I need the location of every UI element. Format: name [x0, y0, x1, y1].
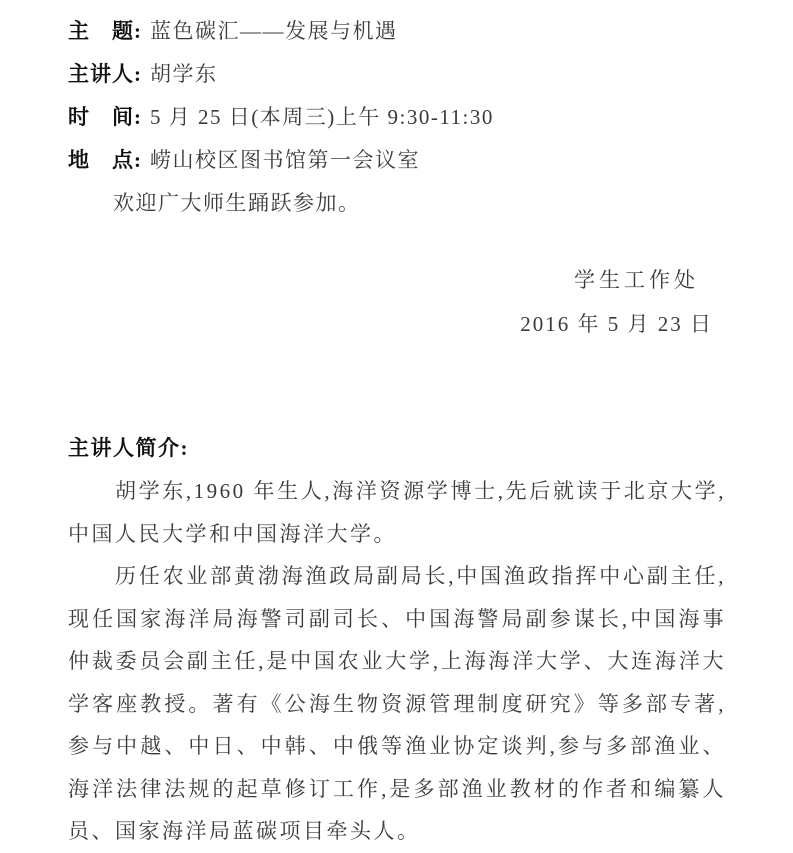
location-value: 崂山校区图书馆第一会议室 [150, 148, 420, 172]
info-line-time [68, 96, 726, 139]
time-value: 5 月 25 日(本周三)上午 9:30-11:30 [150, 105, 494, 129]
location-label: 地 点: [68, 148, 142, 172]
info-line-location [68, 139, 726, 182]
speaker-label: 主讲人: [68, 62, 142, 86]
speaker-bio-paragraph-1: 胡学东,1960 年生人,海洋资源学博士,先后就读于北京大学,中国人民大学和中国海洋大学。 [68, 479, 726, 546]
speaker-bio-heading: 主讲人简介: [68, 436, 189, 460]
welcome-text: 欢迎广大师生踊跃参加。 [113, 191, 361, 215]
signature-office: 学生工作处 [574, 268, 699, 292]
speaker-bio-paragraph-2: 历任农业部黄渤海渔政局副局长,中国渔政指挥中心副主任,现任国家海洋局海警司副司长、中国海警局副参谋长,中国海事仲裁委员会副主任,是中国农业大学,上海海洋大学、大连海洋大学客座教授。著有《公海生物资源管理制度研究》等多部专著,参与中越、中日、中韩、中俄等渔业协定谈判,参与多部渔业、海洋法律法规的起草修订工作,是多部渔业教材的作者和编纂人员、国家海洋局蓝碳项目牵头人。 [68, 564, 726, 843]
info-line-topic [68, 10, 726, 53]
time-label: 时 间: [68, 105, 142, 129]
speaker-value: 胡学东 [150, 62, 218, 86]
topic-label: 主 题: [68, 19, 142, 43]
topic-value: 蓝色碳汇——发展与机遇 [150, 19, 398, 43]
info-line-speaker [68, 53, 726, 96]
issue-date: 2016 年 5 月 23 日 [520, 312, 713, 336]
